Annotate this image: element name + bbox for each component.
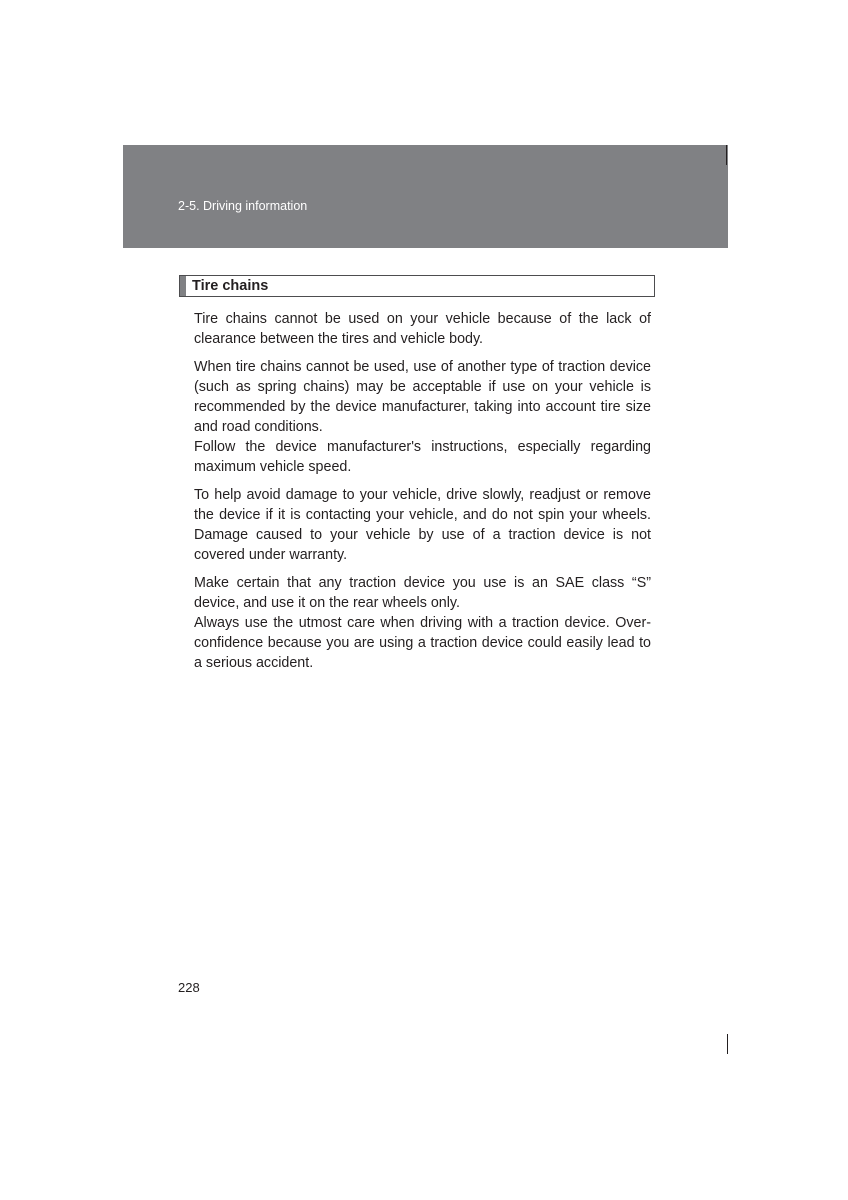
paragraph-utmost-care: Always use the utmost care when driving with a traction device. Overconfidence because you are using a traction device could easily lead to a serious accident. [194,615,651,671]
crop-mark-bottom [727,1034,728,1054]
paragraph-manufacturer-instructions: Follow the device manufacturer's instructions, especially regarding maximum vehicle speed. [194,439,651,475]
section-heading-box [179,275,655,297]
chapter-header-band [123,145,728,248]
paragraph-sae-class: Make certain that any traction device you use is an SAE class “S” device, and use it on the rear wheels only. [194,575,651,611]
page-number: 228 [178,980,200,995]
paragraph-clearance: Tire chains cannot be used on your vehicle because of the lack of clearance between the tires and vehicle body. [194,311,651,347]
section-title: Tire chains [192,278,269,294]
section-body [194,309,651,681]
paragraph-avoid-damage: To help avoid damage to your vehicle, drive slowly, readjust or remove the device if it is contacting your vehicle, and do not spin your wheels. Damage caused to your vehicle by use of a traction device is not covered under warranty. [194,487,651,563]
paragraph-alternative-device: When tire chains cannot be used, use of another type of traction device (such as spring chains) may be acceptable if use on your vehicle is recommended by the device manufacturer, taking into account tire size and road conditions. [194,359,651,435]
chapter-section-label: 2-5. Driving information [178,199,308,213]
crop-mark-top [726,145,727,165]
section-heading-accent-bar [180,276,186,296]
